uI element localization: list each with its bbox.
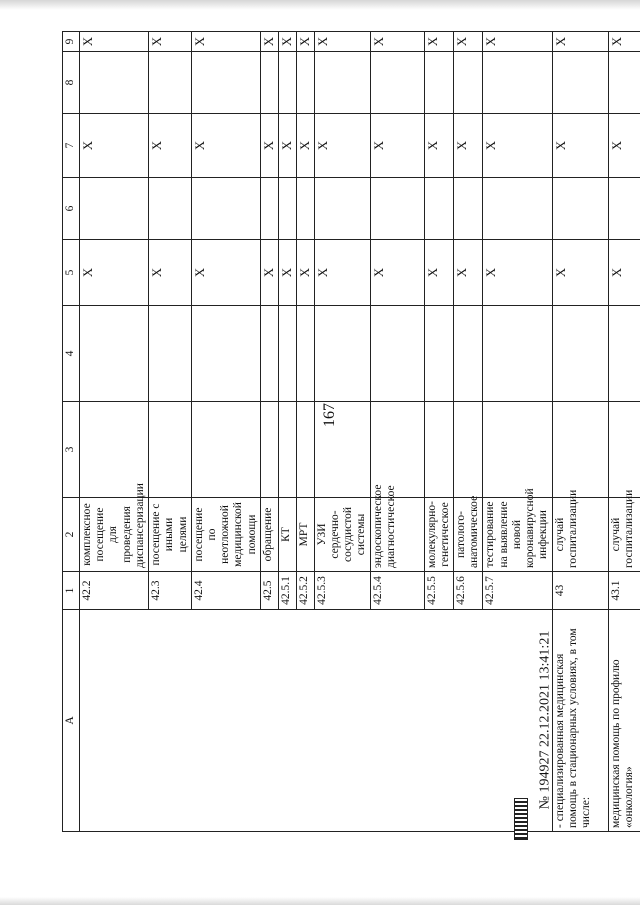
row-name: случай госпитализации: [552, 498, 608, 572]
x-mark: X: [608, 32, 640, 52]
x-mark: X: [260, 240, 278, 306]
header-cell: 1: [63, 572, 80, 610]
x-mark: X: [552, 240, 608, 306]
header-cell: 4: [63, 306, 80, 402]
scan-edge-bottom: [0, 897, 640, 905]
row-name: случай госпитализации: [608, 498, 640, 572]
row-code: 42.5.5: [424, 572, 453, 610]
registration-stamp: № 194927 22.12.2021 13:41:21: [537, 630, 553, 810]
row-name: тестирование на выявление новой коронавирусной инфекции: [483, 498, 552, 572]
header-cell: 5: [63, 240, 80, 306]
x-mark: X: [296, 114, 314, 178]
x-mark: X: [370, 240, 424, 306]
row-code: 42.5: [260, 572, 278, 610]
row-name: МРТ: [296, 498, 314, 572]
row-code: 42.4: [191, 572, 260, 610]
x-mark: X: [483, 32, 552, 52]
x-mark: X: [552, 114, 608, 178]
row-code: 43: [552, 572, 608, 610]
x-mark: X: [314, 114, 370, 178]
row-name: КТ: [278, 498, 296, 572]
x-mark: X: [483, 240, 552, 306]
x-mark: X: [80, 114, 149, 178]
header-cell: 8: [63, 52, 80, 114]
x-mark: X: [80, 240, 149, 306]
x-mark: X: [608, 114, 640, 178]
x-mark: X: [278, 114, 296, 178]
x-mark: X: [191, 32, 260, 52]
row-code: 42.5.7: [483, 572, 552, 610]
row-code: 42.5.6: [453, 572, 482, 610]
scan-edge-top: [0, 0, 640, 10]
x-mark: X: [370, 114, 424, 178]
row-name: комплексное посещение для проведения диспансеризации: [80, 498, 149, 572]
x-mark: X: [278, 32, 296, 52]
x-mark: X: [149, 114, 192, 178]
x-mark: X: [80, 32, 149, 52]
x-mark: X: [296, 240, 314, 306]
x-mark: X: [296, 32, 314, 52]
header-cell: 3: [63, 402, 80, 498]
header-cell: 2: [63, 498, 80, 572]
table-row: [608, 32, 640, 832]
row-code: 42.3: [149, 572, 192, 610]
stamp-logo-icon: [514, 798, 528, 840]
row-code: 42.5.2: [296, 572, 314, 610]
row-label-cell: [80, 610, 553, 832]
x-mark: X: [453, 240, 482, 306]
x-mark: X: [453, 114, 482, 178]
row-name: посещение по неотложной медицинской помощи: [191, 498, 260, 572]
x-mark: X: [453, 32, 482, 52]
x-mark: X: [424, 114, 453, 178]
row-code: 42.5.4: [370, 572, 424, 610]
row-name: УЗИ сердечно-сосудистой системы: [314, 498, 370, 572]
x-mark: X: [149, 240, 192, 306]
row-code: 42.5.3: [314, 572, 370, 610]
x-mark: X: [424, 32, 453, 52]
header-cell: А: [63, 610, 80, 832]
row-label: медицинская помощь по профилю «онкология»: [608, 610, 640, 832]
table-row: [80, 32, 149, 832]
x-mark: X: [278, 240, 296, 306]
header-cell: 6: [63, 178, 80, 240]
table-row: [552, 32, 608, 832]
x-mark: X: [552, 32, 608, 52]
x-mark: X: [191, 240, 260, 306]
x-mark: X: [260, 114, 278, 178]
x-mark: X: [370, 32, 424, 52]
row-name: обращение: [260, 498, 278, 572]
row-code: 42.5.1: [278, 572, 296, 610]
x-mark: X: [149, 32, 192, 52]
x-mark: X: [424, 240, 453, 306]
row-label: - специализированная медицинская помощь в стационарных условиях, в том числе:: [552, 610, 608, 832]
header-cell: 9: [63, 32, 80, 52]
row-code: 43.1: [608, 572, 640, 610]
x-mark: X: [483, 114, 552, 178]
row-name: молекулярно-генетическое: [424, 498, 453, 572]
row-name: эндоскопическое диагностическое: [370, 498, 424, 572]
row-code: 42.2: [80, 572, 149, 610]
x-mark: X: [191, 114, 260, 178]
header-cell: 7: [63, 114, 80, 178]
x-mark: X: [314, 32, 370, 52]
page-number: 167: [321, 403, 338, 427]
table-header-row: [63, 32, 80, 832]
x-mark: X: [314, 240, 370, 306]
row-name: посещение с иными целями: [149, 498, 192, 572]
x-mark: X: [608, 240, 640, 306]
row-name: патолого-анатомическое: [453, 498, 482, 572]
x-mark: X: [260, 32, 278, 52]
